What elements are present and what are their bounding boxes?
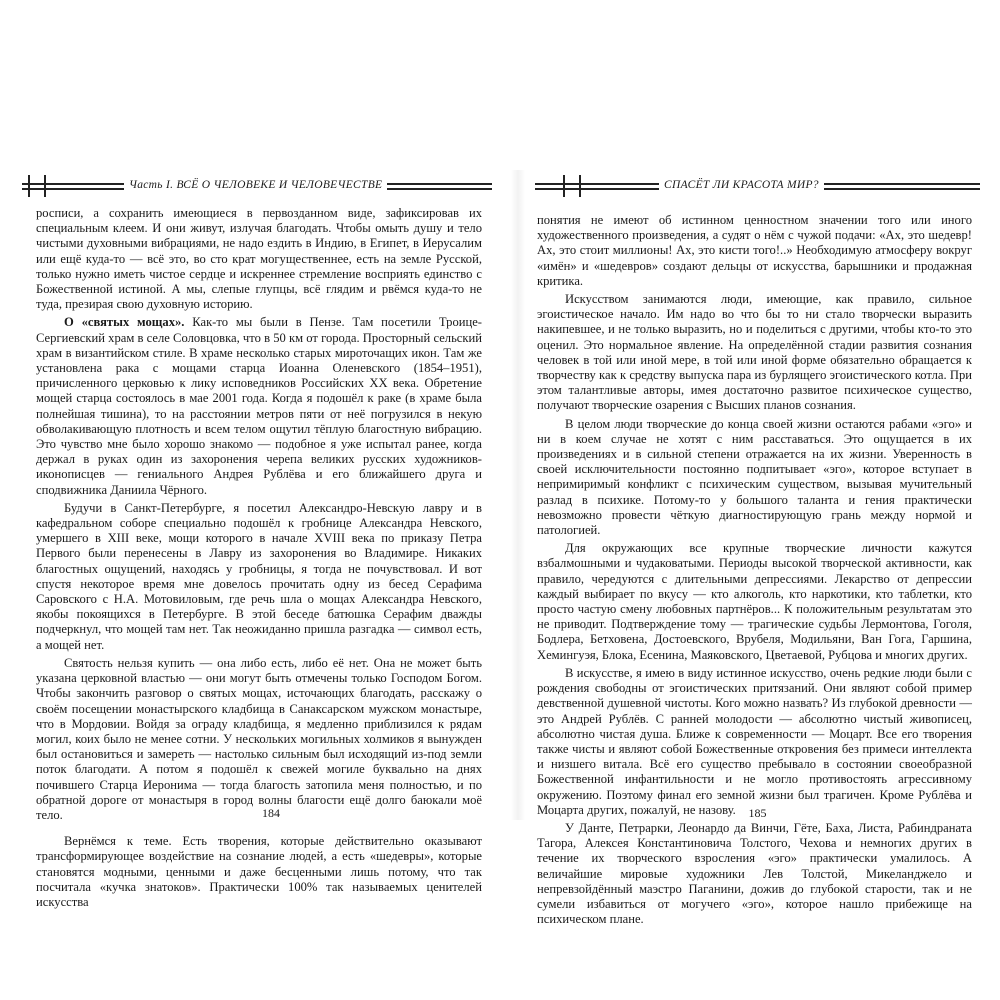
left-running-head-title: Часть I. ВСЁ О ЧЕЛОВЕКЕ И ЧЕЛОВЕЧЕСТВЕ bbox=[124, 177, 387, 193]
paragraph-text: понятия не имеют об истинном ценностном значении того или иного художественного произведения, а судят о нём с чужой подачи: «Ах, это шедевр! Ах, это стоит миллионы! Ах, это кисти того!..» Необходимую атмосферу вокруг «имён» и «шедевров» создают дельцы от искусства, барышники и продажная критика. bbox=[537, 213, 972, 288]
paragraph bbox=[537, 821, 972, 927]
paragraph-text: В целом люди творческие до конца своей жизни остаются рабами «эго» и ни в коем случае не хотят с ним расставаться. Это ощущается в их произведениях и в сильной степени отражается на их жизни. Уверенность в своей исключительности постоянно подпитывает «эго», которое вступает в непримиримый конфликт с психическим существом, вызывая мучительный разлад в психике. Потому-то у большого таланта и гения практически невозможно провести чёткую диагностирующую грань между нормой и патологией. bbox=[537, 416, 972, 538]
paragraph bbox=[36, 656, 482, 823]
left-page bbox=[22, 170, 492, 909]
paragraph bbox=[537, 541, 972, 663]
paragraph bbox=[36, 206, 482, 312]
paragraph-text: Вернёмся к теме. Есть творения, которые действительно оказывают трансформирующее воздействие на сознание людей, а есть «шедевры», которые становятся модными, ценными и даже бесценными лишь потому, что так посчитала «кучка знатоков». Практически 100% так называемых ценителей искусства bbox=[36, 834, 482, 909]
paragraph bbox=[537, 417, 972, 539]
paragraph bbox=[36, 501, 482, 653]
paragraph bbox=[537, 213, 972, 289]
paragraph-text: Как-то мы были в Пензе. Там посетили Троице-Сергиевский храм в селе Соловцовка, что в 50 км от города. Просторный сельский храм в византийском стиле. В храме несколько старых мироточащих икон. Там же установлена рака с мощами старца Иоанна Оленевского (1854–1951), причисленного церковью к лику исповедников Российских XX века. Обретение мощей старца состоялось в мае 2001 года. Когда я подошёл к раке (в храме была полнейшая тишина), то на расстоянии метров пяти от неё погрузился в некую обволакивающую плотность и всем телом ощутил тёплую благостную вибрацию. Это чувство мне было хорошо знакомо — подобное я уже испытал ранее, когда держал в руках один из захоронения черепа великих русских художников-иконописцев — гениального Андрея Рублёва и его ближайшего друга и сподвижника Даниила Чёрного. bbox=[36, 315, 482, 497]
book-spread bbox=[22, 170, 980, 927]
right-body-text bbox=[537, 213, 972, 930]
paragraph bbox=[36, 315, 482, 497]
header-ornament bbox=[563, 175, 565, 197]
paragraph-text: Будучи в Санкт-Петербурге, я посетил Александро-Невскую лавру и в кафедральном соборе специально подошёл к гробнице Александра Невского, умершего в XIII веке, мощи которого в начале XVIII века по приказу Петра Первого были перенесены в Лавру из захоронения во Владимире. Никаких благостных ощущений, находясь у гробницы, я тогда не почувствовал. И вот спустя некоторое время мне довелось прочитать одну из бесед Серафима Саровского с Н.А. Мотовиловым, где речь шла о мощах Александра Невского, якобы покоящихся в Петербурге. В этой беседе батюшка Серафим дважды подчеркнул, что мощей там нет. Так неожиданно пришла разгадка — символ есть, а мощей нет. bbox=[36, 500, 482, 652]
book-gutter bbox=[511, 170, 525, 820]
page-number: 185 bbox=[748, 806, 767, 820]
page-number: 184 bbox=[262, 806, 280, 820]
header-ornament bbox=[44, 175, 46, 197]
left-running-header bbox=[22, 172, 492, 198]
paragraph bbox=[537, 666, 972, 818]
header-ornament bbox=[28, 175, 30, 197]
paragraph bbox=[537, 292, 972, 414]
paragraph-text: Для окружающих все крупные творческие личности кажутся взбалмошными и чудаковатыми. Периоды высокой творческой активности, как правило, чередуются с длительными депрессиями. Лекарство от депрессии каждый выбирает по вкусу — кто алкоголь, кто наркотики, кто таблетки, кто просто частую смену любовных партнёров... К положительным результатам это не приводит. Подтверждение тому — трагические судьбы Лермонтова, Гоголя, Бодлера, Бетховена, Достоевского, Врубеля, Модильяни, Ван Гога, Гаршина, Хемингуэя, Блока, Есенина, Маяковского, Цветаевой, Рубцова и многих других. bbox=[537, 541, 972, 662]
paragraph-text: В искусстве, я имею в виду истинное искусство, очень редкие люди были с рождения свободны от эгоистических притязаний. Они являют собой пример девственной душевной чистоты. Кого можно назвать? Из глубокой древности — это Андрей Рублёв. С ранней молодости — абсолютно чистый живописец, абсолютно чистая душа. Ближе к современности — Моцарт. Все его творения также чисты и являют собой Божественные откровения без примеси интеллекта и низшего витала. Всё его существо пребывало в состоянии своеобразной Божественной инфантильности и не могло противостоять агрессивному окружению. Поэтому финал его земной жизни был трагичен. Кроме Рублёва и Моцарта других, пожалуй, не назову. bbox=[537, 665, 972, 817]
paragraph bbox=[36, 834, 482, 910]
header-ornament bbox=[579, 175, 581, 197]
paragraph-lead: О «святых мощах». bbox=[64, 315, 185, 330]
paragraph-text: Искусством занимаются люди, имеющие, как правило, сильное эгоистическое начало. Им надо во что бы то ни стало творчески выразить накипевшее, и не только выразить, но и поделиться с другими, чтобы кто-то это оценил. Это нормальное явление. На определённой стадии развития сознания человек в той или иной мере, в той или иной форме обязательно обращается к творчеству как к средству выпуска пара из бурлящего эгоистического котла. При этом талантливые авторы, имея достаточно развитое психическое существо, получают творческие озарения с Высших планов сознания. bbox=[537, 292, 972, 413]
right-page bbox=[535, 170, 980, 927]
paragraph-text: У Данте, Петрарки, Леонардо да Винчи, Гёте, Баха, Листа, Рабиндраната Тагора, Алексея Константиновича Толстого, Чехова и немногих других в течение их творческого взросления «эго» практически умалилось. А величайшие мировые художники Лев Толстой, Микеланджело и непревзойдённый маэстро Паганини, дожив до глубокой старости, так и не сумели избавиться от могучего «эго», которое нашло прибежище на психическом плане. bbox=[537, 820, 972, 927]
right-running-header bbox=[535, 172, 980, 198]
paragraph-text: росписи, а сохранить имеющиеся в первозданном виде, зафиксировав их специальным клеем. И они живут, излучая благодать. Чтобы омыть душу и тело чистыми духовными вибрациями, не надо ездить в Индию, в Египет, в Иерусалим или ещё куда-то — всё это, во сто крат могущественнее, есть на земле Русской, только нужно иметь чистое сердце и искреннее стремление восприять единство с Божественной истиной. А мы, слепые глупцы, всё глядим и рвёмся куда-то не туда, презирая свою духовную историю. bbox=[36, 206, 482, 312]
right-running-head-title: СПАСЁТ ЛИ КРАСОТА МИР? bbox=[659, 177, 824, 193]
paragraph-text: Святость нельзя купить — она либо есть, либо её нет. Она не может быть указана церковной властью — они могут быть отмечены только Господом Богом. Чтобы закончить разговор о святых мощах, источающих благодать, расскажу о своём посещении монастырского кладбища в Санаксарском мужском монастыре, что в Мордовии. Войдя за ограду кладбища, я медленно приблизился к рядам могил, коих было не менее сотни. У нескольких могильных холмиков я вынужден был остановиться и замереть — настолько сильным был исходящий из-под земли поток благодати. А потом я подошёл к свежей могиле буквально на днях почившего Старца Иеронима — тогда благость затопила меня полностью, и по обратной дороге от монастыря в город волны благости ещё долго баюкали моё тело. bbox=[36, 655, 482, 822]
